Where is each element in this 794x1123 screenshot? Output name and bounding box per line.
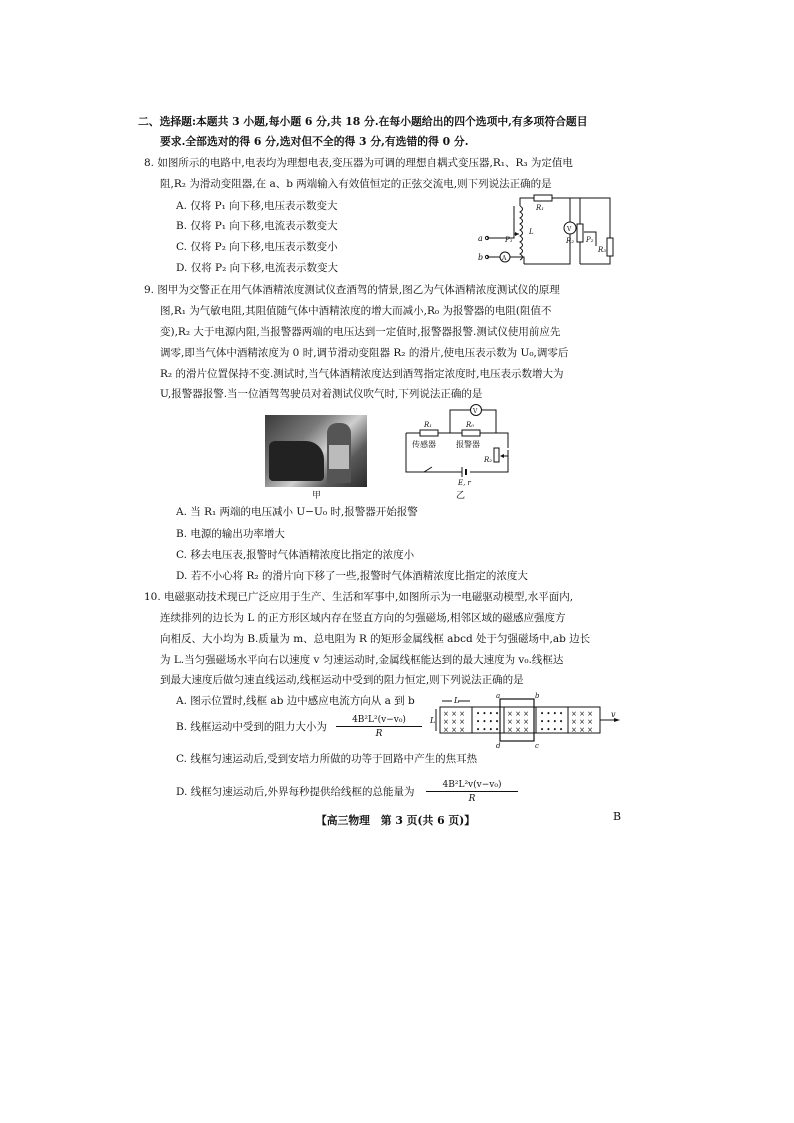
q9-label-sensor: 传感器	[412, 440, 436, 449]
q8-label-r2: R₂	[566, 237, 575, 245]
q8-option-a: A. 仅将 P₁ 向下移,电压表示数变大	[176, 200, 338, 212]
q10-label-l-top: L	[454, 696, 460, 705]
q9-stem-line2: 图,R₁ 为气敏电阻,其阻值随气体中酒精浓度的增大而减小,R₀ 为报警器的电阻(阻值不	[160, 305, 552, 317]
q10-label-v: v	[611, 710, 616, 719]
section-heading-line2: 要求.全部选对的得 6 分,选对但不全的得 3 分,有选错的得 0 分.	[160, 135, 469, 148]
q10-stem-line3: 向相反、大小均为 B.质量为 m、总电阻为 R 的矩形金属线框 abcd 处于匀强磁场中,ab 边长	[160, 633, 591, 645]
q9-option-c: C. 移去电压表,报警时气体酒精浓度比指定的浓度小	[176, 549, 415, 561]
q9-stem-line1: 9. 图甲为交警正在用气体酒精浓度测试仪查酒驾的情景,图乙为气体酒精浓度测试仪的原理	[144, 284, 560, 296]
q8-label-r3: R₃	[598, 246, 607, 254]
section-heading-line1: 二、选择题:本题共 3 小题,每小题 6 分,共 18 分.在每小题给出的四个选项中,有多项符合题目	[138, 115, 588, 128]
q10-label-d: d	[496, 742, 501, 749]
svg-text:× × ×: × × ×	[443, 718, 466, 726]
q10-option-d-denominator: R	[468, 794, 476, 804]
svg-text:• • • •: • • • •	[540, 718, 564, 726]
svg-text:• • • •: • • • •	[540, 726, 564, 734]
svg-text:• • • •: • • • •	[476, 726, 500, 734]
svg-text:× × ×: × × ×	[443, 726, 466, 734]
q10-stem-line5: 到最大速度后做匀速直线运动,线框运动中受到的阻力恒定,则下列说法正确的是	[160, 674, 524, 686]
q8-label-p2: P₂	[586, 236, 594, 244]
q8-circuit-figure	[472, 194, 622, 276]
q9-stem-line4: 调零,即当气体中酒精浓度为 0 时,调节滑动变阻器 R₂ 的滑片,使电压表示数为 U₀,调零后	[160, 347, 569, 359]
q10-option-d-text: D. 线框匀速运动后,外界每秒提供给线框的总能量为	[176, 786, 415, 798]
q8-stem-line2: 阻,R₂ 为滑动变阻器,在 a、b 两端输入有效值恒定的正弦交流电,则下列说法正确的是	[160, 178, 552, 190]
q10-label-a: a	[496, 692, 501, 700]
q10-label-l-left: L	[430, 716, 436, 725]
q10-option-b-denominator: R	[375, 729, 383, 739]
svg-text:• • • •: • • • •	[476, 718, 500, 726]
q10-label-b: b	[535, 692, 540, 700]
q10-option-d-numerator: 4B²L²v(v−v₀)	[442, 780, 502, 790]
q8-label-b: b	[478, 253, 484, 262]
q9-caption-yi: 乙	[456, 491, 466, 501]
q8-label-p1: P₁	[505, 236, 513, 244]
q9-caption-jia: 甲	[312, 491, 322, 501]
q8-label-l: L	[529, 228, 534, 236]
q8-stem-line1: 8. 如图所示的电路中,电表均为理想电表,变压器为可调的理想自耦式变压器,R₁、R₃ 为定值电	[144, 157, 573, 169]
q8-option-b: B. 仅将 P₁ 向下移,电流表示数变大	[176, 220, 338, 232]
q9-circuit-figure	[400, 404, 516, 486]
q8-label-a: a	[478, 234, 483, 243]
q10-option-b-text: B. 线框运动中受到的阻力大小为	[176, 721, 327, 733]
q8-label-ammeter: A	[502, 255, 507, 262]
svg-text:× × ×: × × ×	[571, 710, 594, 718]
svg-text:• • • •: • • • •	[540, 710, 564, 718]
q9-stem-line6: U,报警器报警.当一位酒驾驾驶员对着测试仪吹气时,下列说法正确的是	[160, 388, 483, 400]
q9-label-er: E, r	[458, 479, 471, 486]
q8-option-d: D. 仅将 P₂ 向下移,电流表示数变大	[176, 262, 339, 274]
q8-label-r1: R₁	[536, 204, 545, 212]
q10-magnetic-field-figure	[430, 691, 630, 749]
q10-option-a: A. 图示位置时,线框 ab 边中感应电流方向从 a 到 b	[176, 695, 415, 707]
svg-text:× × ×: × × ×	[507, 718, 530, 726]
q9-label-r0: R₀	[466, 421, 475, 429]
q9-label-r2: R₂	[484, 456, 493, 464]
q9-label-voltmeter: V	[473, 408, 478, 415]
q8-option-c: C. 仅将 P₂ 向下移,电压表示数变小	[176, 241, 338, 253]
q9-label-alarm: 报警器	[456, 440, 480, 449]
svg-text:× × ×: × × ×	[507, 726, 530, 734]
q10-option-c: C. 线框匀速运动后,受到安培力所做的功等于回路中产生的焦耳热	[176, 753, 478, 765]
q9-label-r1: R₁	[424, 421, 433, 429]
q9-stem-line3: 变),R₂ 大于电源内阻,当报警器两端的电压达到一定值时,报警器报警.测试仪使用前应先	[160, 326, 561, 338]
svg-text:× × ×: × × ×	[571, 726, 594, 734]
q10-option-b-numerator: 4B²L²(v−v₀)	[352, 715, 406, 725]
q9-option-d: D. 若不小心将 R₂ 的滑片向下移了一些,报警时气体酒精浓度比指定的浓度大	[176, 570, 528, 582]
q9-option-a: A. 当 R₁ 两端的电压减小 U−U₀ 时,报警器开始报警	[176, 506, 418, 518]
q10-label-c: c	[535, 742, 539, 749]
svg-text:× × ×: × × ×	[507, 710, 530, 718]
q9-option-b: B. 电源的输出功率增大	[176, 528, 285, 540]
page-footer: 【高三物理 第 3 页(共 6 页)】	[316, 814, 476, 827]
q9-photo-traffic-police	[265, 415, 367, 487]
svg-text:× × ×: × × ×	[443, 710, 466, 718]
svg-text:• • • •: • • • •	[476, 710, 500, 718]
q10-stem-line4: 为 L.当匀强磁场水平向右以速度 v 匀速运动时,金属线框能达到的最大速度为 v₀.线框达	[160, 654, 564, 666]
q10-stem-line2: 连续排列的边长为 L 的正方形区域内存在竖直方向的匀强磁场,相邻区域的磁感应强度方	[160, 612, 566, 624]
paper-version: B	[613, 810, 622, 823]
q9-stem-line5: R₂ 的滑片位置保持不变.测试时,当气体酒精浓度达到酒驾指定浓度时,电压表示数增大为	[160, 368, 564, 380]
q8-label-voltmeter: V	[567, 226, 572, 233]
q10-stem-line1: 10. 电磁驱动技术现已广泛应用于生产、生活和军事中,如图所示为一电磁驱动模型,水平面内,	[144, 591, 574, 603]
svg-text:× × ×: × × ×	[571, 718, 594, 726]
